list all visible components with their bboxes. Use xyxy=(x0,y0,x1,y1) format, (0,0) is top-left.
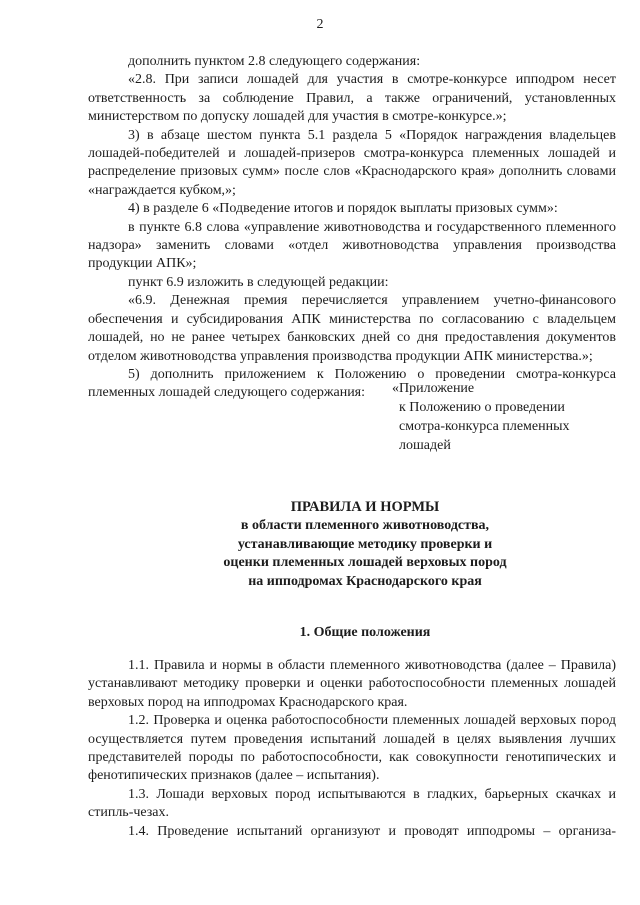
document-title-line: в области племенного животноводства, xyxy=(240,518,490,534)
document-title xyxy=(70,498,640,591)
amendments-block xyxy=(88,53,616,403)
document-title-main: ПРАВИЛА И НОРМЫ xyxy=(290,499,440,515)
section-paragraph: 1.3. Лошади верховых пород испытываются в гладких, барьерных скачках и стипль-чезах. xyxy=(88,786,616,821)
amendment-intro: дополнить пунктом 2.8 следующего содержания: xyxy=(128,54,421,69)
section-paragraph: 1.4. Проведение испытаний организуют и проводят ипподромы – организа- xyxy=(128,823,616,839)
section-heading: 1. Общие положения xyxy=(299,625,431,640)
section-paragraph: 1.1. Правила и нормы в области племенного животноводства (далее – Правила) устанавливают методику проверки и оценки работоспособности племенных лошадей верховых пород на ипподромах Краснодарского края. xyxy=(88,658,616,710)
page-number: 2 xyxy=(316,17,324,32)
amendment-paragraph: пункт 6.9 изложить в следующей редакции: xyxy=(128,274,389,290)
amendment-paragraph: 5) дополнить приложением к Положению о проведении смотра-конкурса племенных лошадей следующего содержания: xyxy=(88,366,616,401)
amendment-paragraph: «2.8. При записи лошадей для участия в смотре-конкурсе ипподром несет ответственность за соблюдение Правил, а также ограничений, установленных министерством по допуску лошадей для участия в смотре-конкурсе.»; xyxy=(88,72,616,125)
amendment-paragraph: «6.9. Денежная премия перечисляется управлением учетно-финансового обеспечения и субсидирования АПК министерства по согласованию с владельцем лошадей, но не ранее четырех банковских дней со дня предоставления документов отделом животноводства управления производства продукции АПК министерства.»; xyxy=(88,293,616,364)
section-body xyxy=(88,657,616,841)
amendment-paragraph: 4) в разделе 6 «Подведение итогов и порядок выплаты призовых сумм»: xyxy=(128,201,558,217)
document-title-line: на ипподромах Краснодарского края xyxy=(248,573,482,589)
document-title-line: оценки племенных лошадей верховых пород xyxy=(223,555,507,571)
appendix-line: лошадей xyxy=(399,438,451,453)
section-paragraph: 1.2. Проверка и оценка работоспособности племенных лошадей верховых пород осуществляется путем проведения испытаний лошадей в целях выявления лучших представителей породы по работоспособности, как совокупности генотипических и фенотипических признаков (далее – испытания). xyxy=(88,713,616,784)
appendix-line: к Положению о проведении xyxy=(399,400,565,415)
appendix-line: смотра-конкурса племенных xyxy=(399,419,570,434)
document-title-line: устанавливающие методику проверки и xyxy=(237,536,493,552)
amendment-paragraph: 3) в абзаце шестом пункта 5.1 раздела 5 «Порядок награждения владельцев лошадей-победителей и лошадей-призеров смотра-конкурса племенных лошадей и распределение призовых сумм» после слов «Краснодарского края» дополнить словами «награждается кубком,»; xyxy=(88,127,616,198)
appendix-line: «Приложение xyxy=(392,381,475,396)
amendment-paragraph: в пункте 6.8 слова «управление животноводства и государственного племенного надзора» заменить словами «отдел животноводства управления производства продукции АПК»; xyxy=(88,219,616,272)
appendix-note xyxy=(392,379,622,455)
